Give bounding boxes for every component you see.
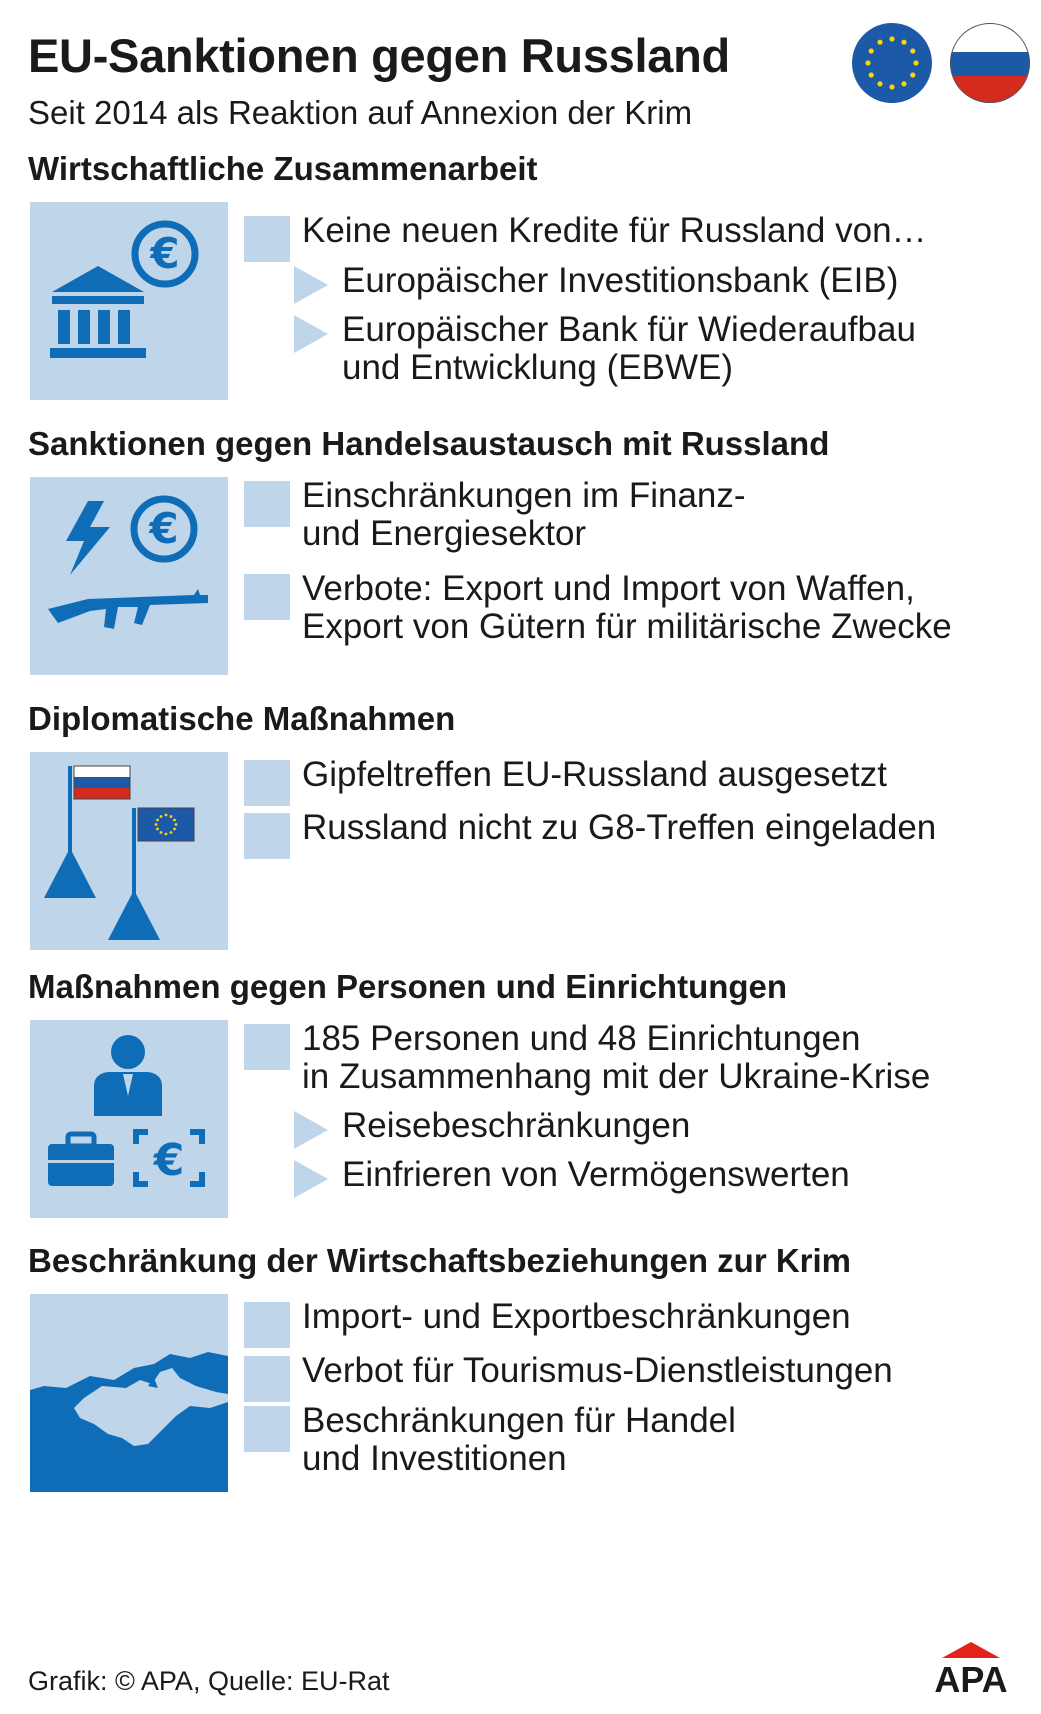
svg-text:€: € bbox=[153, 1135, 185, 1186]
section-title: Maßnahmen gegen Personen und Einrichtungen bbox=[28, 968, 788, 1005]
person-assets-icon bbox=[30, 1020, 228, 1218]
eu-flag-icon bbox=[138, 808, 194, 841]
bullet-triangle-icon bbox=[294, 266, 328, 304]
diplomatic-flags-icon bbox=[30, 752, 228, 950]
bullet-square-icon bbox=[244, 813, 290, 859]
page-subtitle: Seit 2014 als Reaktion auf Annexion der Krim bbox=[28, 94, 693, 131]
bullet-square-icon bbox=[244, 1302, 290, 1348]
russia-flag-icon bbox=[948, 20, 1032, 106]
briefcase-icon bbox=[48, 1134, 114, 1186]
crimea-map-icon bbox=[30, 1294, 228, 1492]
bullet-square-icon bbox=[244, 760, 290, 806]
lightning-icon bbox=[66, 501, 110, 575]
eu-flag-icon bbox=[852, 23, 932, 103]
bullet-square-icon bbox=[244, 216, 290, 262]
apa-logo bbox=[914, 1642, 1028, 1694]
rifle-icon bbox=[48, 589, 208, 629]
bullet-triangle-icon bbox=[294, 1160, 328, 1198]
section-title: Sanktionen gegen Handelsaustausch mit Russland bbox=[28, 425, 830, 462]
russia-flag-icon bbox=[74, 766, 130, 799]
svg-text:€: € bbox=[149, 504, 179, 553]
bank-euro-icon bbox=[30, 202, 228, 400]
person-icon bbox=[94, 1035, 162, 1116]
bullet-square-icon bbox=[244, 574, 290, 620]
svg-text:€: € bbox=[150, 229, 180, 278]
bullet-triangle-icon bbox=[294, 315, 328, 353]
page-title: EU-Sanktionen gegen Russland bbox=[28, 29, 730, 82]
source-credit: Grafik: © APA, Quelle: EU-Rat bbox=[28, 1666, 390, 1696]
bullet-square-icon bbox=[244, 1024, 290, 1070]
bullet-triangle-icon bbox=[294, 1111, 328, 1149]
svg-text:APA: APA bbox=[934, 1659, 1008, 1694]
section-title: Beschränkung der Wirtschaftsbeziehungen zur Krim bbox=[28, 1242, 852, 1279]
bullet-square-icon bbox=[244, 481, 290, 527]
section-title: Diplomatische Maßnahmen bbox=[28, 700, 456, 737]
section-title: Wirtschaftliche Zusammenarbeit bbox=[28, 150, 538, 187]
eu-russia-flags-icon bbox=[852, 20, 1032, 106]
energy-finance-weapons-icon bbox=[30, 477, 228, 675]
bullet-square-icon bbox=[244, 1356, 290, 1402]
bullet-square-icon bbox=[244, 1406, 290, 1452]
